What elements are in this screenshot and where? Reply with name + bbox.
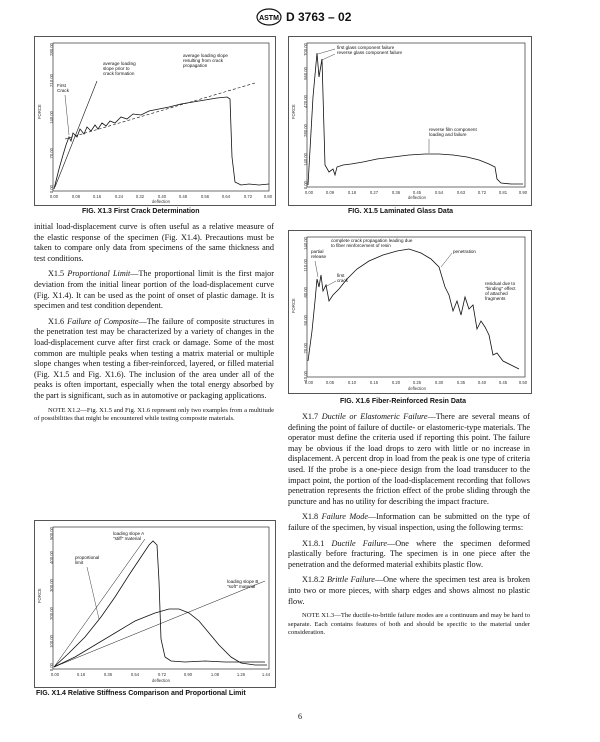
xtick: 0.05 — [325, 380, 335, 385]
xtick: 0.09 — [325, 190, 335, 195]
xtick: 1.08 — [210, 672, 220, 677]
first-crack-label: First Crack — [57, 83, 69, 93]
xtick: 0.45 — [412, 190, 422, 195]
section-number: X1.6 — [48, 316, 68, 326]
figure-x1-6-plot — [289, 231, 531, 393]
caption-x1-4: FIG. X1.4 Relative Stiffness Comparison and Proportional Limit — [36, 690, 246, 697]
section-title: Brittle Failure — [327, 575, 375, 585]
slope-a-label: loading slope A "stiff" material — [113, 531, 145, 541]
section-body: —One where the specimen test area is broken into two or more pieces, with sharp edges and shows almost no plastic flow. — [288, 575, 530, 606]
ytick: 0.00 — [303, 181, 308, 190]
ytick: 0.00 — [49, 185, 54, 194]
xtick: 0.20 — [391, 380, 401, 385]
xtick: 0.32 — [135, 194, 145, 199]
xtick: 0.72 — [243, 194, 253, 199]
force-curve — [308, 249, 519, 369]
xtick: 0.00 — [49, 194, 59, 199]
slope-after-label: average loading slope resulting from crack propagation — [183, 53, 228, 68]
figure-x1-5 — [288, 36, 532, 206]
xtick: 0.72 — [157, 672, 167, 677]
x-ticks — [51, 672, 271, 677]
section-x1-6 — [34, 317, 274, 402]
left-column-text — [34, 222, 274, 429]
caption-x1-5: FIG. X1.5 Laminated Glass Data — [348, 208, 454, 215]
ylabel: FORCE — [291, 104, 296, 119]
xlabel: deflection — [152, 199, 170, 204]
slope-line-after — [65, 83, 255, 139]
section-body: —One where the specimen deformed plastically before fracturing. The specimen is in one piece after the penetration and the deformed material exhibits plastic flow. — [288, 538, 530, 569]
xtick: 0.63 — [456, 190, 466, 195]
xtick: 0.30 — [434, 380, 444, 385]
figure-x1-4 — [34, 520, 276, 688]
paragraph-continued: initial load-displacement curve is often useful as a relative measure of the elastic response of the specimen (Fig. X1.4). Precautions must be taken to compare only data from specimens of the same thickness and test conditions. — [34, 222, 274, 263]
mid-annotation: reverse film component loading and failure — [429, 127, 477, 137]
section-title: Ductile Failure — [331, 538, 388, 548]
slope-b-label: loading slope B "soft" material — [227, 579, 259, 589]
xtick: 0.40 — [157, 194, 167, 199]
ytick: 560.00 — [303, 67, 308, 80]
partial-release-label: partial release — [311, 249, 327, 259]
section-body: —There are several means of defining the point of failure of ductile- or elastomeric-type materials. The operator must define the criteria used if reporting this point. The failure may be obvious if the load drops to zero with little or no increase in displacement. A percent drop in load from the peak is one type of criteria used. If the probe is a one-piece design from the load transducer to the impact point, the portion of the load-displacement recording that follows penetration represents the friction effect of the probe sliding through the puncture and has no utility for describing the impact fracture. — [288, 412, 530, 506]
ytick: 700.00 — [303, 43, 308, 56]
section-title: Proportional Limit — [67, 269, 131, 279]
ytick: 50.00 — [303, 315, 308, 326]
section-number: X1.7 — [302, 412, 322, 421]
xtick: 0.08 — [71, 194, 81, 199]
section-number: X1.8.2 — [302, 575, 328, 585]
ytick: 140.00 — [49, 111, 54, 124]
xtick: 0.00 — [304, 380, 314, 385]
xtick: 0.15 — [369, 380, 379, 385]
x-ticks — [305, 380, 528, 385]
section-x1-7 — [288, 412, 530, 507]
ytick: -10.00 — [303, 371, 308, 383]
slope-line-prior — [55, 81, 97, 187]
xtick: 0.27 — [369, 190, 379, 195]
figure-x1-5-plot — [289, 37, 531, 205]
xtick: 0.25 — [412, 380, 422, 385]
penetration-label: penetration — [453, 249, 476, 254]
caption-x1-3: FIG. X1.3 First Crack Determination — [82, 208, 200, 215]
xtick: 0.72 — [477, 190, 487, 195]
xtick: 1.44 — [261, 672, 271, 677]
ytick: 110.00 — [303, 259, 308, 272]
ytick: 70.00 — [49, 148, 54, 159]
xtick: 0.35 — [456, 380, 466, 385]
xtick: 0.90 — [518, 190, 528, 195]
ytick: 280.00 — [49, 43, 54, 56]
xlabel: deflection — [152, 678, 170, 683]
residual-label: residual due to "binding" effect of attached fragments — [485, 281, 516, 301]
ytick: 300.00 — [49, 579, 54, 592]
ytick: 420.00 — [303, 95, 308, 108]
xtick: 0.36 — [103, 672, 113, 677]
xtick: 0.00 — [50, 672, 60, 677]
right-column-text — [288, 412, 530, 643]
slope-prior-label: average loading slope prior to crack formation — [103, 61, 136, 76]
ytick: 100.00 — [49, 635, 54, 648]
proportional-limit-label: proportional limit — [75, 555, 100, 565]
section-x1-8-2 — [288, 575, 530, 607]
xlabel: deflection — [408, 195, 426, 200]
section-title: Ductile or Elastomeric Failure — [321, 412, 428, 421]
xlabel: deflection — [408, 386, 426, 391]
ytick: 280.00 — [303, 124, 308, 137]
section-body: —The failure of composite structures in the penetration test may be characterized by a variety of changes in the load-displacement curve after first crack or damage. Some of the most common are multiple peaks when testing a matrix material or multiple slope changes when testing a fiber-reinforced, layered, or filled material (Fig. X1.5 and Fig. X1.6). The inclusion of the area under all of the peaks is often important, especially when the total energy absorbed by the part is significant, such as in automotive or packaging applications. — [34, 316, 274, 400]
xtick: 0.56 — [200, 194, 210, 199]
xtick: 0.45 — [498, 380, 508, 385]
xtick: 0.36 — [391, 190, 401, 195]
ylabel: FORCE — [37, 104, 42, 119]
note-x1-3: NOTE X1.3—The ductile-to-brittle failure modes are a continuum and may be hard to separate. Each contains features of both and should be specific to the material under consideration. — [288, 612, 530, 637]
top-annotation: first glass component failure reverse glass component failure — [337, 45, 403, 55]
ylabel: FORCE — [37, 588, 42, 603]
ytick: 80.00 — [303, 287, 308, 298]
ylabel: FORCE — [291, 298, 296, 313]
ytick: 140.00 — [303, 237, 308, 250]
xtick: 0.10 — [347, 380, 357, 385]
section-x1-8-1 — [288, 539, 530, 571]
ytick: 140.00 — [303, 153, 308, 166]
first-crack-label: first crack — [337, 273, 348, 283]
xtick: 0.00 — [304, 190, 314, 195]
ytick: 200.00 — [49, 607, 54, 620]
force-curve — [308, 53, 523, 185]
xtick: 1.26 — [236, 672, 246, 677]
section-number: X1.8 — [302, 512, 322, 522]
ytick: 400.00 — [49, 551, 54, 564]
xtick: 0.18 — [76, 672, 86, 677]
section-title: Failure of Composite — [67, 316, 139, 326]
section-x1-8 — [288, 512, 530, 533]
svg-text:ASTM: ASTM — [259, 15, 279, 22]
ytick: 500.00 — [49, 527, 54, 540]
xtick: 0.64 — [221, 194, 231, 199]
top-annotation: complete crack propagation leading due to fiber reinforcement of resin — [331, 238, 413, 248]
xtick: 0.24 — [114, 194, 124, 199]
section-body: —Information can be submitted on the type of failure of the specimen, by visual inspection, using the following terms: — [288, 512, 530, 532]
figure-x1-3 — [34, 36, 276, 206]
xtick: 0.81 — [498, 190, 508, 195]
page-number: 6 — [298, 712, 302, 721]
ytick: 20.00 — [303, 343, 308, 354]
xtick: 0.54 — [434, 190, 444, 195]
xtick: 0.80 — [263, 194, 273, 199]
standard-designation: D 3763 – 02 — [286, 10, 352, 24]
note-x1-2: NOTE X1.2—Fig. X1.5 and Fig. X1.6 represent only two examples from a multitude of possibilities that might be encountered while testing composite materials. — [34, 406, 274, 423]
xtick: 0.18 — [347, 190, 357, 195]
section-body: —The proportional limit is the first major deviation from the initial linear portion of the load-displacement curve (Fig. X1.4). It can be used as the point of onset of plastic damage. It is specimen and test condition dependent. — [34, 269, 275, 311]
figure-x1-6 — [288, 230, 532, 394]
figure-x1-3-plot — [35, 37, 275, 205]
xtick: 0.54 — [130, 672, 140, 677]
astm-logo-icon — [256, 8, 282, 26]
xtick: 0.40 — [477, 380, 487, 385]
ytick: 0.00 — [49, 663, 54, 672]
xtick: 0.48 — [178, 194, 188, 199]
section-number: X1.5 — [48, 269, 68, 279]
ytick: 210.00 — [49, 74, 54, 87]
xtick: 0.90 — [183, 672, 193, 677]
figure-x1-4-plot — [35, 521, 275, 687]
slope-line-a — [54, 539, 145, 667]
xtick: 0.50 — [518, 380, 528, 385]
section-number: X1.8.1 — [302, 538, 332, 548]
section-x1-5 — [34, 269, 274, 311]
section-title: Failure Mode — [321, 512, 368, 522]
page-header — [0, 6, 600, 28]
caption-x1-6: FIG. X1.6 Fiber-Reinforced Resin Data — [340, 398, 467, 405]
xtick: 0.16 — [92, 194, 102, 199]
